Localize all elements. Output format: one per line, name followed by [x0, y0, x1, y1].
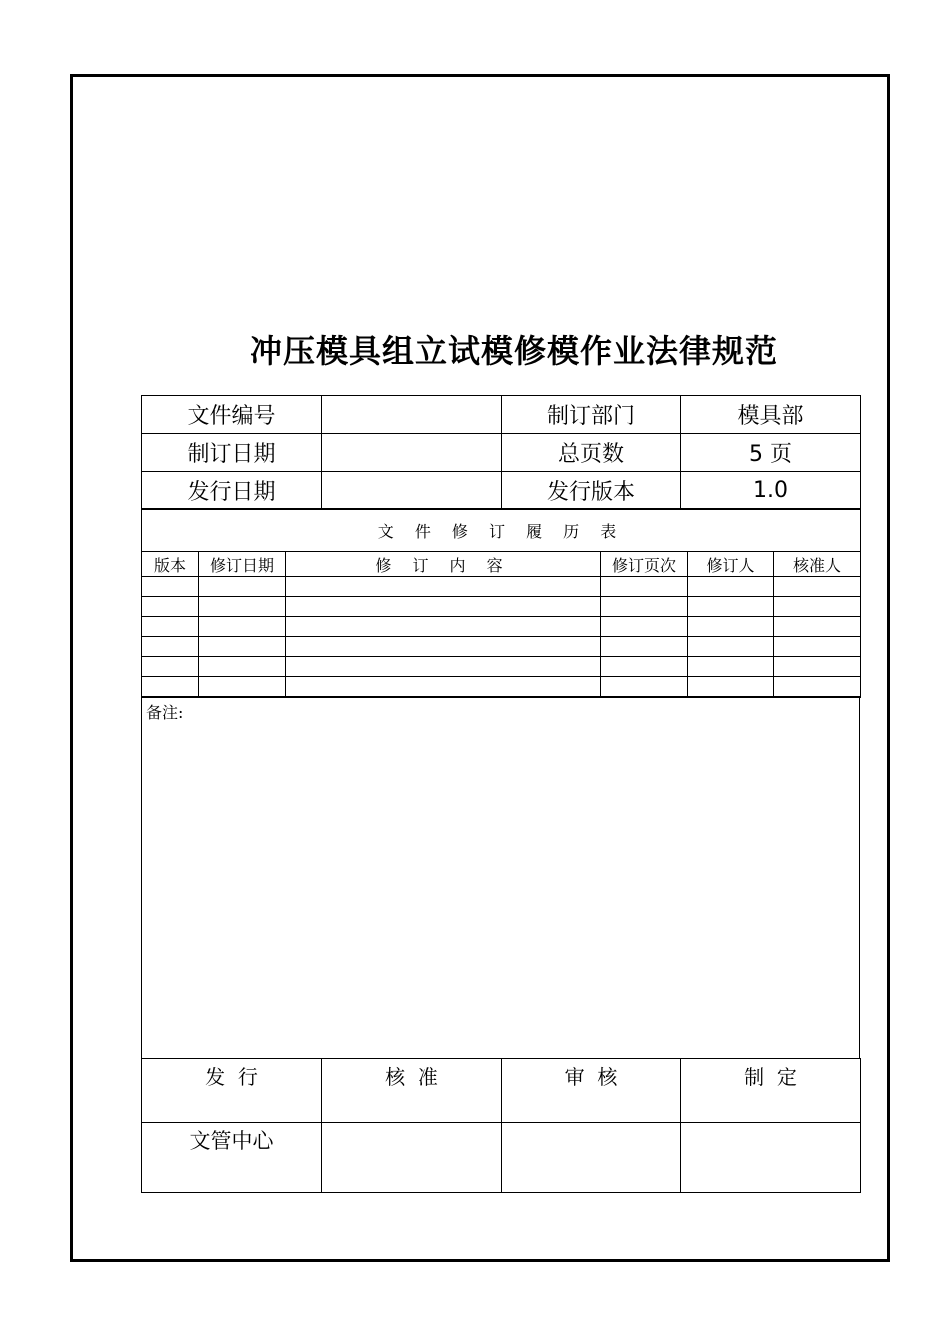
header-reviser: 修订人 — [688, 552, 774, 577]
header-approver: 核准人 — [774, 552, 861, 577]
value-issue-date — [322, 472, 502, 510]
table-row — [142, 597, 861, 617]
table-row — [142, 637, 861, 657]
sign-issuer-document-center: 文管中心 — [142, 1123, 322, 1193]
label-issue-date: 发行日期 — [142, 472, 322, 510]
label-creation-date: 制订日期 — [142, 434, 322, 472]
revision-history-header — [142, 552, 861, 577]
info-row-issue — [142, 472, 861, 510]
value-doc-number — [322, 396, 502, 434]
sign-review-label: 审 核 — [502, 1059, 681, 1123]
table-row — [142, 677, 861, 698]
header-revision-content: 修 订 内 容 — [286, 552, 601, 577]
table-row — [142, 657, 861, 677]
revision-history-table — [141, 508, 861, 698]
signature-header-row — [142, 1059, 861, 1123]
header-revision-date: 修订日期 — [199, 552, 286, 577]
value-total-pages: 5 页 — [681, 434, 861, 472]
header-version: 版本 — [142, 552, 199, 577]
sign-creator-value — [681, 1123, 861, 1193]
document-info-table — [141, 395, 861, 510]
label-total-pages: 总页数 — [502, 434, 681, 472]
sign-issue-label: 发 行 — [142, 1059, 322, 1123]
remarks-box — [141, 696, 860, 1059]
document-title: 冲压模具组立试模修模作业法律规范 — [249, 332, 778, 370]
header-revision-pages: 修订页次 — [601, 552, 688, 577]
table-row — [142, 577, 861, 597]
signature-value-row — [142, 1123, 861, 1193]
sign-create-label: 制 定 — [681, 1059, 861, 1123]
value-department: 模具部 — [681, 396, 861, 434]
signature-table — [141, 1058, 861, 1193]
table-row — [142, 617, 861, 637]
value-creation-date — [322, 434, 502, 472]
label-issue-version: 发行版本 — [502, 472, 681, 510]
sign-reviewer-value — [502, 1123, 681, 1193]
label-doc-number: 文件编号 — [142, 396, 322, 434]
info-row-doc-number — [142, 396, 861, 434]
remarks-label: 备注: — [146, 703, 184, 722]
value-issue-version: 1.0 — [681, 472, 861, 510]
revision-history-title: 文 件 修 订 履 历 表 — [142, 509, 861, 552]
info-row-date — [142, 434, 861, 472]
sign-approve-label: 核 准 — [322, 1059, 502, 1123]
sign-approver-value — [322, 1123, 502, 1193]
label-department: 制订部门 — [502, 396, 681, 434]
